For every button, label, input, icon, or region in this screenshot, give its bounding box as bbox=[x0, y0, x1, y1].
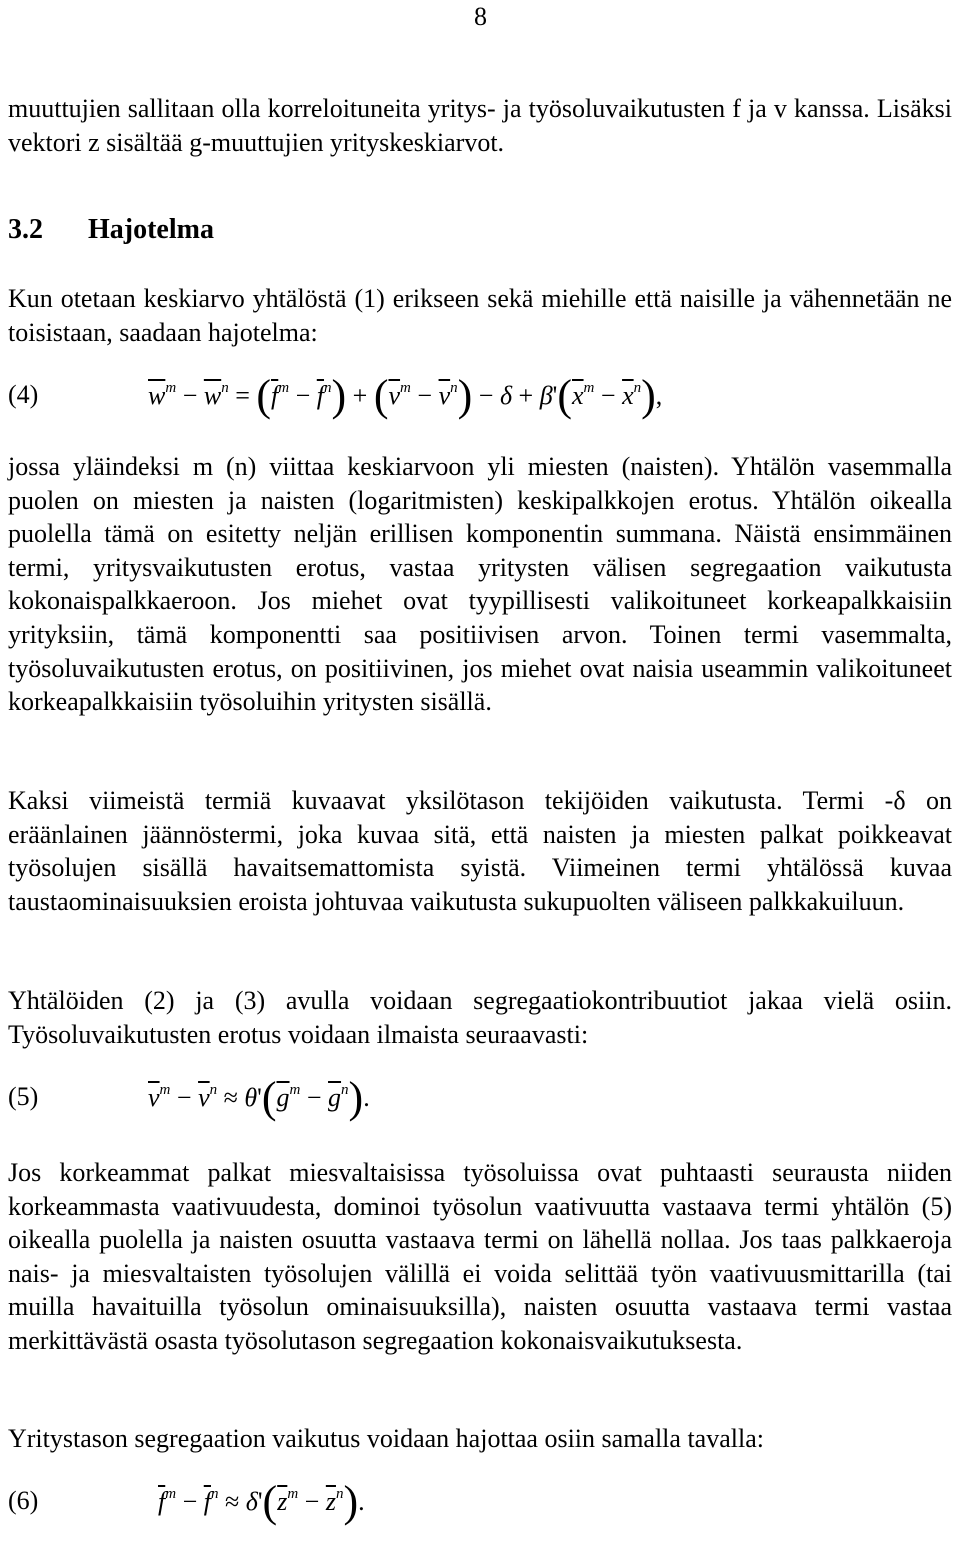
equation-4-label: (4) bbox=[8, 380, 39, 409]
equation-4 bbox=[8, 371, 952, 438]
equation-6-label: (6) bbox=[8, 1486, 39, 1515]
section-number: 3.2 bbox=[8, 214, 43, 245]
equation-6 bbox=[8, 1477, 952, 1544]
section-title: Hajotelma bbox=[88, 214, 214, 245]
paragraph-explanation: jossa yläindeksi m (n) viittaa keskiarvoon yli miesten (naisten). Yhtälön vasemmalla puolen on miesten ja naisten (logaritmisten) keskipalkkojen erotus. Yhtälön oikealla puolella tämä on esitetty neljän erillisen komponentin summana. Näistä ensimmäinen termi, yritysvaikutusten erotus, vastaa yritysten välisen segregaation vaikutusta kokonaispalkkaeroon. Jos miehet ovat tyypillisesti valikoituneet korkeapalkkaisiin yrityksiin, tämä komponentti saa positiivisen arvon. Toinen termi vasemmalta, työsoluvaikutusten erotus, on positiivinen, jos miehet ovat naisia useammin valikoituneet korkeapalkkaisiin työsoluihin yritysten sisällä. bbox=[8, 452, 952, 717]
equation-5-label: (5) bbox=[8, 1082, 39, 1111]
paragraph-firm-level: Yritystason segregaation vaikutus voidaan hajottaa osiin samalla tavalla: bbox=[8, 1424, 764, 1453]
equation-6-body: $\overline{f}^m - \overline{f}^n \approx \delta'(\overline{z}^m - \overline{z}^n)$. bbox=[158, 1477, 365, 1526]
paragraph-intro: muuttujien sallitaan olla korreloituneita yritys- ja työsoluvaikutusten f ja v kanssa. Lisäksi vektori z sisältää g-muuttujien yrityskeskiarvot. bbox=[8, 94, 952, 157]
equation-5 bbox=[8, 1073, 952, 1140]
paragraph-job-cell-interpretation: Jos korkeammat palkat miesvaltaisissa työsoluissa ovat puhtaasti seurausta niiden korkeammasta vaativuudesta, dominoi työsolun vaativuutta vastaava termi yhtälön (5) oikealla puolella ja naisten osuutta vastaava termi on lähellä nollaa. Jos taas palkkaeroja nais- ja miesvaltaisten työsolujen välillä ei voida selittää työn vaativuusmittarilla (tai muilla havaituilla työsolun ominaisuuksilla), naisten osuutta vastaava termi vastaa merkittävästä osasta työsolutason segregaation kokonaisvaikutuksesta. bbox=[8, 1158, 952, 1355]
section-heading bbox=[8, 214, 214, 246]
paragraph-decomposition-intro: Kun otetaan keskiarvo yhtälöstä (1) erikseen sekä miehille että naisille ja vähennetään ne toisistaan, saadaan hajotelma: bbox=[8, 284, 952, 347]
paragraph-segregation-contributions: Yhtälöiden (2) ja (3) avulla voidaan segregaatiokontribuutiot jakaa vielä osiin. Työsoluvaikutusten erotus voidaan ilmaista seuraavasti: bbox=[8, 986, 952, 1049]
equation-5-body: $\overline{v}^m - \overline{v}^n \approx \theta'(\overline{g}^m - \overline{g}^n)$. bbox=[148, 1073, 370, 1122]
equation-4-body: $\overline{w}^m - \overline{w}^n = (\overline{f}^m - \overline{f}^n) + (\overline{v}^m - \overline{v}^n) - \delta + \beta'(\overline{x}^m - \overline{x}^n)$, bbox=[148, 371, 663, 420]
paragraph-individual-factors: Kaksi viimeistä termiä kuvaavat yksilötason tekijöiden vaikutusta. Termi -δ on eräänlainen jäännöstermi, joka kuvaa sitä, että naisten ja miesten palkat poikkeavat työsolujen sisällä havaitsemattomista syistä. Viimeinen termi yhtälössä kuvaa taustaominaisuuksien eroista johtuvaa vaikutusta sukupuolten väliseen palkkakuiluun. bbox=[8, 786, 952, 916]
